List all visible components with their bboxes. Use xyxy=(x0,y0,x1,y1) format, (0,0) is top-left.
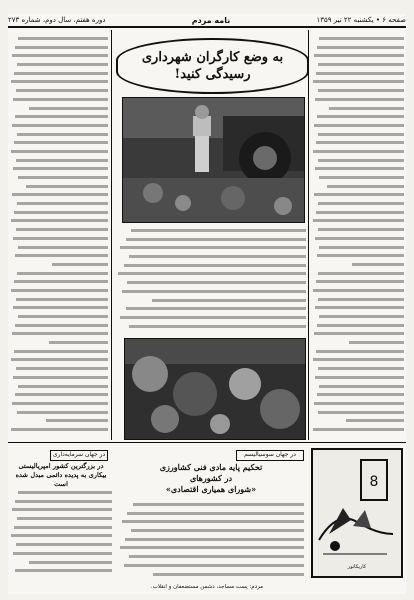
text-line xyxy=(312,295,404,304)
text-line xyxy=(10,312,108,321)
text-line xyxy=(10,190,108,199)
title-line: در کشورهای xyxy=(189,473,233,483)
masthead xyxy=(8,14,406,28)
text-line xyxy=(10,382,108,391)
text-line xyxy=(10,86,108,95)
cartoon-box xyxy=(311,448,403,578)
article-title-bottom-left xyxy=(10,462,112,489)
text-line xyxy=(312,373,404,382)
text-line xyxy=(118,500,304,509)
text-line xyxy=(312,69,404,78)
cartoon-caption: کاریکاتور xyxy=(347,564,367,570)
text-line xyxy=(118,517,304,526)
text-line xyxy=(10,243,108,252)
text-line xyxy=(312,425,404,434)
cartoon-drawing-icon xyxy=(313,450,397,560)
title-line: تحکیم پایه مادی فنی کشاورزی xyxy=(159,462,263,472)
text-line xyxy=(312,34,404,43)
text-line xyxy=(10,121,108,130)
text-line xyxy=(312,260,404,269)
text-line xyxy=(10,234,108,243)
article-title-bottom-center xyxy=(118,462,304,495)
text-line xyxy=(312,104,404,113)
text-line xyxy=(312,321,404,330)
text-line xyxy=(10,286,108,295)
text-line xyxy=(118,535,304,544)
text-line xyxy=(10,277,108,286)
text-line xyxy=(312,277,404,286)
text-line xyxy=(312,138,404,147)
text-line xyxy=(312,225,404,234)
text-line xyxy=(10,505,112,514)
headline-box xyxy=(116,38,309,94)
text-line xyxy=(312,156,404,165)
text-line xyxy=(10,43,108,52)
text-line xyxy=(10,216,108,225)
text-line xyxy=(312,269,404,278)
text-line xyxy=(116,226,306,235)
footer-text: مردم: پست مساجد، دشمن مستضعفان و انقلاب. xyxy=(150,584,264,590)
text-line xyxy=(312,182,404,191)
text-line xyxy=(10,60,108,69)
text-line xyxy=(312,286,404,295)
text-line xyxy=(10,523,112,532)
text-line xyxy=(10,514,112,523)
text-line xyxy=(10,329,108,338)
text-line xyxy=(10,355,108,364)
text-line xyxy=(312,329,404,338)
text-line xyxy=(10,558,112,567)
text-line xyxy=(10,549,112,558)
title-line: «شورای همیاری اقتصادی» xyxy=(165,484,257,494)
text-line xyxy=(312,208,404,217)
text-line xyxy=(312,147,404,156)
text-line xyxy=(312,382,404,391)
text-line xyxy=(10,373,108,382)
article-column-center xyxy=(116,226,306,332)
text-line xyxy=(118,543,304,552)
text-line xyxy=(312,43,404,52)
text-line xyxy=(118,561,304,570)
text-line xyxy=(312,399,404,408)
text-line xyxy=(116,322,306,331)
text-line xyxy=(10,138,108,147)
text-line xyxy=(312,408,404,417)
text-line xyxy=(10,104,108,113)
text-line xyxy=(116,278,306,287)
text-line xyxy=(10,112,108,121)
text-line xyxy=(312,199,404,208)
text-line xyxy=(116,304,306,313)
text-line xyxy=(312,130,404,139)
svg-text:8: 8 xyxy=(369,474,379,490)
text-line xyxy=(10,251,108,260)
text-line xyxy=(10,77,108,86)
photo-image xyxy=(123,98,304,222)
article-body-bottom-center xyxy=(118,500,304,580)
article-column-right xyxy=(312,34,404,438)
title-line: در بزرگترین کشور امپریالیستی xyxy=(18,462,104,470)
text-line xyxy=(10,390,108,399)
text-line xyxy=(312,60,404,69)
text-line xyxy=(312,390,404,399)
text-line xyxy=(10,497,112,506)
text-line xyxy=(10,260,108,269)
text-line xyxy=(10,531,112,540)
text-line xyxy=(312,51,404,60)
text-line xyxy=(116,243,306,252)
text-line xyxy=(312,121,404,130)
text-line xyxy=(116,296,306,305)
text-line xyxy=(10,540,112,549)
text-line xyxy=(312,95,404,104)
text-line xyxy=(10,295,108,304)
text-line xyxy=(312,77,404,86)
photo-image xyxy=(125,339,305,439)
text-line xyxy=(312,243,404,252)
text-line xyxy=(116,235,306,244)
text-line xyxy=(10,69,108,78)
text-line xyxy=(10,566,112,575)
column-rule xyxy=(111,30,112,440)
section-label: در جهان سرمایه‌داری xyxy=(50,450,108,461)
text-line xyxy=(10,34,108,43)
text-line xyxy=(10,364,108,373)
text-line xyxy=(312,355,404,364)
text-line xyxy=(118,570,304,579)
text-line xyxy=(10,164,108,173)
text-line xyxy=(10,199,108,208)
headline-line-1: به وضع کارگران شهرداری xyxy=(141,50,284,65)
text-line xyxy=(10,95,108,104)
text-line xyxy=(312,347,404,356)
text-line xyxy=(312,164,404,173)
text-line xyxy=(312,173,404,182)
text-line xyxy=(312,364,404,373)
text-line xyxy=(116,287,306,296)
text-line xyxy=(10,51,108,60)
masthead-title: نامه مردم xyxy=(191,15,231,25)
text-line xyxy=(10,130,108,139)
text-line xyxy=(118,509,304,518)
text-line xyxy=(312,312,404,321)
text-line xyxy=(10,173,108,182)
headline-line-2: رسیدگی کنید! xyxy=(174,67,251,82)
text-line xyxy=(10,338,108,347)
text-line xyxy=(116,252,306,261)
section-rule xyxy=(8,442,406,443)
text-line xyxy=(10,488,112,497)
text-line xyxy=(10,347,108,356)
masthead-date: صفحه ۶ • یکشنبه ۲۲ تیر ۱۳۵۹ xyxy=(316,16,406,24)
text-line xyxy=(10,416,108,425)
text-line xyxy=(312,86,404,95)
text-line xyxy=(10,208,108,217)
text-line xyxy=(116,261,306,270)
text-line xyxy=(10,408,108,417)
text-line xyxy=(116,269,306,278)
text-line xyxy=(312,112,404,121)
text-line xyxy=(312,416,404,425)
masthead-issue: دوره هفتم، سال دوم، شماره ۲۷۳ xyxy=(8,16,106,24)
article-body-bottom-left xyxy=(10,488,112,580)
text-line xyxy=(312,251,404,260)
text-line xyxy=(10,225,108,234)
text-line xyxy=(10,321,108,330)
photo-garbage-site xyxy=(124,338,306,440)
text-line xyxy=(10,147,108,156)
text-line xyxy=(10,303,108,312)
text-line xyxy=(118,552,304,561)
text-line xyxy=(118,526,304,535)
text-line xyxy=(312,303,404,312)
text-line xyxy=(312,216,404,225)
text-line xyxy=(116,313,306,322)
text-line xyxy=(10,269,108,278)
article-column-left xyxy=(10,34,108,438)
title-line: بیکاری به پدیده دائمی مبدل شده است xyxy=(15,471,107,488)
text-line xyxy=(10,182,108,191)
text-line xyxy=(10,425,108,434)
text-line xyxy=(312,234,404,243)
text-line xyxy=(10,156,108,165)
section-label: در جهان سوسیالیسم xyxy=(236,450,304,461)
text-line xyxy=(10,399,108,408)
column-rule xyxy=(308,30,309,440)
text-line xyxy=(312,338,404,347)
photo-workers-truck xyxy=(122,97,305,223)
text-line xyxy=(312,190,404,199)
